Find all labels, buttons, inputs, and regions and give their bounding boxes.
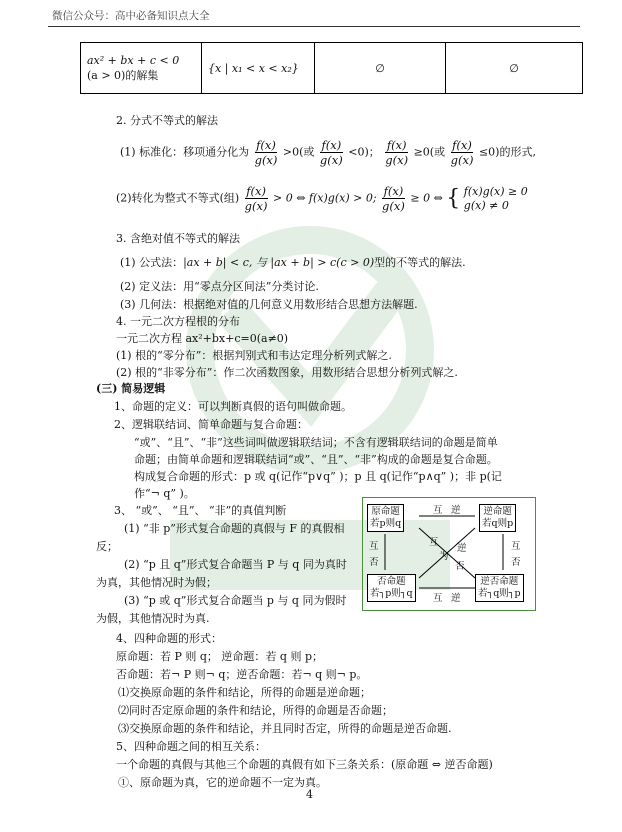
logic-p10: 原命题：若 P 则 q； 逆命题：若 q 则 p； xyxy=(116,650,324,663)
section-title-logic: (三) 简易逻辑 xyxy=(96,382,166,395)
logic-p3a: “或”、“且”、“非”这些词叫做逻辑联结词；不含有逻辑联结词的命题是简单 xyxy=(134,436,498,449)
table-cell-solution: {x | x₁ < x < x₂} xyxy=(202,43,315,94)
logic-p9: 4、四种命题的形式： xyxy=(116,632,222,645)
fraction: $\frac{f(x)}{g(x)}$ xyxy=(244,184,268,213)
fraction: $\frac{f(x)}{g(x)}$ xyxy=(450,138,474,167)
roots-line-0: 一元二次方程 ax²+bx+c=0(a≠0) xyxy=(116,332,289,345)
abs-line-2: (2) 定义法：用“零点分区间法”分类讨论. xyxy=(120,280,319,293)
abs-line-1: (1) 公式法：|ax + b| < c, 与 |ax + b| > c(c > 0)型的不等式的解法. xyxy=(120,256,466,269)
roots-line-2: (2) 根的“非零分布”：作二次函数图象，用数形结合思想分析列式解之. xyxy=(116,366,458,379)
section-title-abs: 3. 含绝对值不等式的解法 xyxy=(116,232,240,245)
label-bot-hu: 互 xyxy=(433,593,443,604)
fraction-line-2: (2)转化为整式不等式(组) $\frac{f(x)}{g(x)}$ > 0 ⇔ f(x)g(x) > 0; $\frac{f(x)}{g(x)}$ ≥ 0 ⇔ { f(x)g(x) ≥ 0 g(x) ≠ 0 xyxy=(116,184,528,213)
fraction: $\frac{f(x)}{g(x)}$ xyxy=(254,138,278,167)
inverse-proposition-box: 否命题 若┐p则┐q xyxy=(367,574,416,602)
table-cell-empty-2: ∅ xyxy=(446,43,583,94)
logic-p6a: (1) “非 p”形式复合命题的真假与 F 的真假相 xyxy=(124,522,345,535)
fraction: $\frac{f(x)}{g(x)}$ xyxy=(382,184,405,213)
fraction: $\frac{f(x)}{g(x)}$ xyxy=(385,138,409,167)
label-right-fou: 否 xyxy=(511,557,521,568)
label-bot-ni: 逆 xyxy=(451,593,461,604)
equation-system: f(x)g(x) ≥ 0 g(x) ≠ 0 xyxy=(463,184,528,212)
section-title-roots: 4. 一元二次方程根的分布 xyxy=(116,315,240,328)
table-cell-expression: ax² + bx + c < 0 (a > 0)的解集 xyxy=(81,43,202,94)
logic-p13: ⑵同时否定原命题的条件和结论，所得的命题是否命题； xyxy=(118,704,393,717)
inequality-table-row xyxy=(80,42,583,94)
label-mid-1: 互 xyxy=(429,537,439,548)
label-top-hu: 互 xyxy=(433,505,443,516)
logic-p4a: 构成复合命题的形式：p 或 q(记作“p∨q” )；p 且 q(记作“p∧q” )；非 p(记 xyxy=(134,470,502,483)
logic-p6b: 反； xyxy=(96,540,118,553)
logic-p7a: (2) “p 且 q”形式复合命题当 P 与 q 同为真时 xyxy=(124,558,347,571)
logic-p5: 3、 “或”、 “且”、 “非”的真值判断 xyxy=(114,504,287,517)
logic-p3b: 命题；由简单命题和逻辑联结词“或”、“且”、“非”构成的命题是复合命题。 xyxy=(134,453,498,466)
label-mid-3: 逆 xyxy=(457,543,467,554)
logic-p17: ①、原命题为真，它的逆命题不一定为真。 xyxy=(118,776,327,789)
section-title-fraction: 2. 分式不等式的解法 xyxy=(116,114,218,127)
fraction: $\frac{f(x)}{g(x)}$ xyxy=(319,138,343,167)
logic-p4b: 作“¬ q” )。 xyxy=(134,487,195,500)
logic-p12: ⑴交换原命题的条件和结论，所得的命题是逆命题； xyxy=(118,686,371,699)
logic-p15: 5、四种命题之间的相互关系： xyxy=(116,740,266,753)
table-cell-empty-1: ∅ xyxy=(315,43,446,94)
logic-p2: 2、逻辑联结词、简单命题与复合命题： xyxy=(114,418,308,431)
converse-proposition-box: 逆命题 若q则p xyxy=(479,504,516,532)
logic-p11: 否命题：若¬ P 则¬ q；逆否命题：若¬ q 则¬ p。 xyxy=(116,668,368,681)
logic-p8a: (3) “p 或 q”形式复合命题当 p 与 q 同为假时 xyxy=(124,594,347,607)
label-right-hu: 互 xyxy=(511,541,521,552)
page-number: 4 xyxy=(306,788,313,801)
header-rule xyxy=(48,26,580,27)
label-left-fou: 否 xyxy=(369,557,379,568)
logic-p16: 一个命题的真假与其他三个命题的真假有如下三条关系：(原命题 ⇔ 逆否命题) xyxy=(116,758,493,771)
fraction-line-1: (1) 标准化：移项通分化为 $\frac{f(x)}{g(x)}$ >0(或 $\frac{f(x)}{g(x)}$ <0)； $\frac{f(x)}{g(x)}$ ≥0(或 $\frac{f(x)}{g(x)}$ ≤0)的形式, xyxy=(120,138,536,167)
brace-icon: { xyxy=(446,185,461,211)
label-mid-4: 否 xyxy=(455,561,465,572)
label-mid-2: 为 xyxy=(439,551,449,562)
label-left-hu: 互 xyxy=(369,541,379,552)
four-propositions-diagram xyxy=(362,497,536,611)
logic-p14: ⑶交换原命题的条件和结论，并且同时否定，所得的命题是逆否命题. xyxy=(118,722,452,735)
abs-line-3: (3) 几何法：根据绝对值的几何意义用数形结合思想方法解题. xyxy=(120,298,418,311)
label-top-ni: 逆 xyxy=(451,505,461,516)
logic-p1: 1、命题的定义：可以判断真假的语句叫做命题。 xyxy=(114,400,352,413)
roots-line-1: (1) 根的“零分布”：根据判别式和韦达定理分析列式解之. xyxy=(116,349,392,362)
logic-p8b: 为假，其他情况时为真. xyxy=(96,612,210,625)
original-proposition-box: 原命题 若p则q xyxy=(367,504,404,532)
page-header: 微信公众号：高中必备知识点大全 xyxy=(52,10,210,22)
logic-p7b: 为真，其他情况时为假； xyxy=(96,576,217,589)
contrapositive-proposition-box: 逆否命题 若┐q则┐p xyxy=(475,574,524,602)
